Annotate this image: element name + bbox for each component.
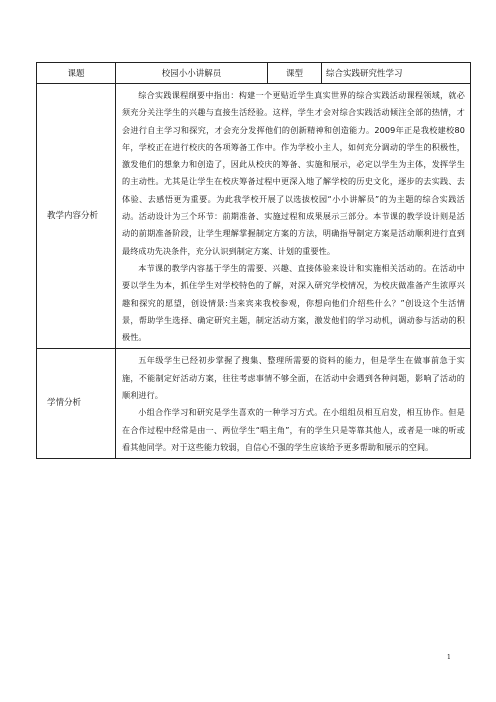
learner-analysis-paragraph: 小组合作学习和研究是学生喜欢的一种学习方式。在小组组员相互启发，相互协作。但是在合作过程中经常是由一、两位学生“唱主角”，有的学生只是等靠其他人，或者是一味的听或看其他同学。对于这些能力较弱，自信心不强的学生应该给予更多帮助和展示的空间。 — [122, 407, 465, 452]
content-analysis-text — [116, 84, 471, 349]
content-analysis-paragraph: 综合实践课程纲要中指出：构建一个更贴近学生真实世界的综合实践活动课程领域，就必须充分关注学生的兴趣与直接生活经验。这样，学生才会对综合实践活动倾注全部的热情，才会进行自主学习和探究，才会充分发挥他们的创新精神和创造能力。2009年正是我校建校80年，学校正在进行校庆的各项筹备工作中。作为学校小主人，如何充分调动的学生的积极性，激发他们的想象力和创造了，因此从校庆的筹备、实施和展示，必定以学生为主体，发挥学生的主动性。尤其是让学生在校庆筹备过程中更深入地了解学校的历史文化，逐步的去实践、去体验、去感悟更为重要。为此我学校开展了以选拔校园“小小讲解员”的为主题的综合实践活动。活动设计为三个环节：前期准备、实施过程和成果展示三部分。本节课的教学设计则是活动的前期准备阶段，让学生理解掌握制定方案的方法，明确指导制定方案是活动顺利进行直到最终成功先决条件，充分认识到制定方案、计划的重要性。 — [122, 90, 465, 256]
page-number: 1 — [447, 654, 451, 661]
topic-label: 课题 — [37, 63, 116, 84]
content-analysis-label: 教学内容分析 — [47, 210, 99, 221]
learner-analysis-text — [116, 349, 471, 459]
content-analysis-row — [37, 84, 471, 349]
content-analysis-paragraph: 本节课的教学内容基于学生的需要、兴趣、直接体验来设计和实施相关活动的。在活动中要以学生为本，抓住学生对学校特色的了解，对深入研究学校情况，为校庆做准备产生浓厚兴趣和探究的愿望，创设情景:当来宾来我校参观，你想向他们介绍些什么？”创设这个生活情景，帮助学生选择、确定研究主题，制定活动方案，激发他们的学习动机，调动参与活动的积极性。 — [122, 262, 465, 343]
learner-analysis-label: 学情分析 — [47, 398, 82, 409]
learner-analysis-paragraph: 五年级学生已经初步掌握了搜集、整理所需要的资料的能力，但是学生在做事前急于实施，不能制定好活动方案，往往考虑事情不够全面，在活动中会遇到各种问题，影响了活动的顺利进行。 — [122, 355, 465, 401]
header-row — [37, 63, 471, 84]
type-label: 课型 — [268, 63, 322, 84]
content-analysis-label-cell — [37, 84, 116, 349]
learner-analysis-label-cell — [37, 349, 116, 459]
topic-value: 校园小小讲解员 — [116, 63, 268, 84]
learner-analysis-row — [37, 349, 471, 459]
lesson-plan-table — [36, 62, 471, 459]
type-value: 综合实践研究性学习 — [322, 63, 471, 84]
